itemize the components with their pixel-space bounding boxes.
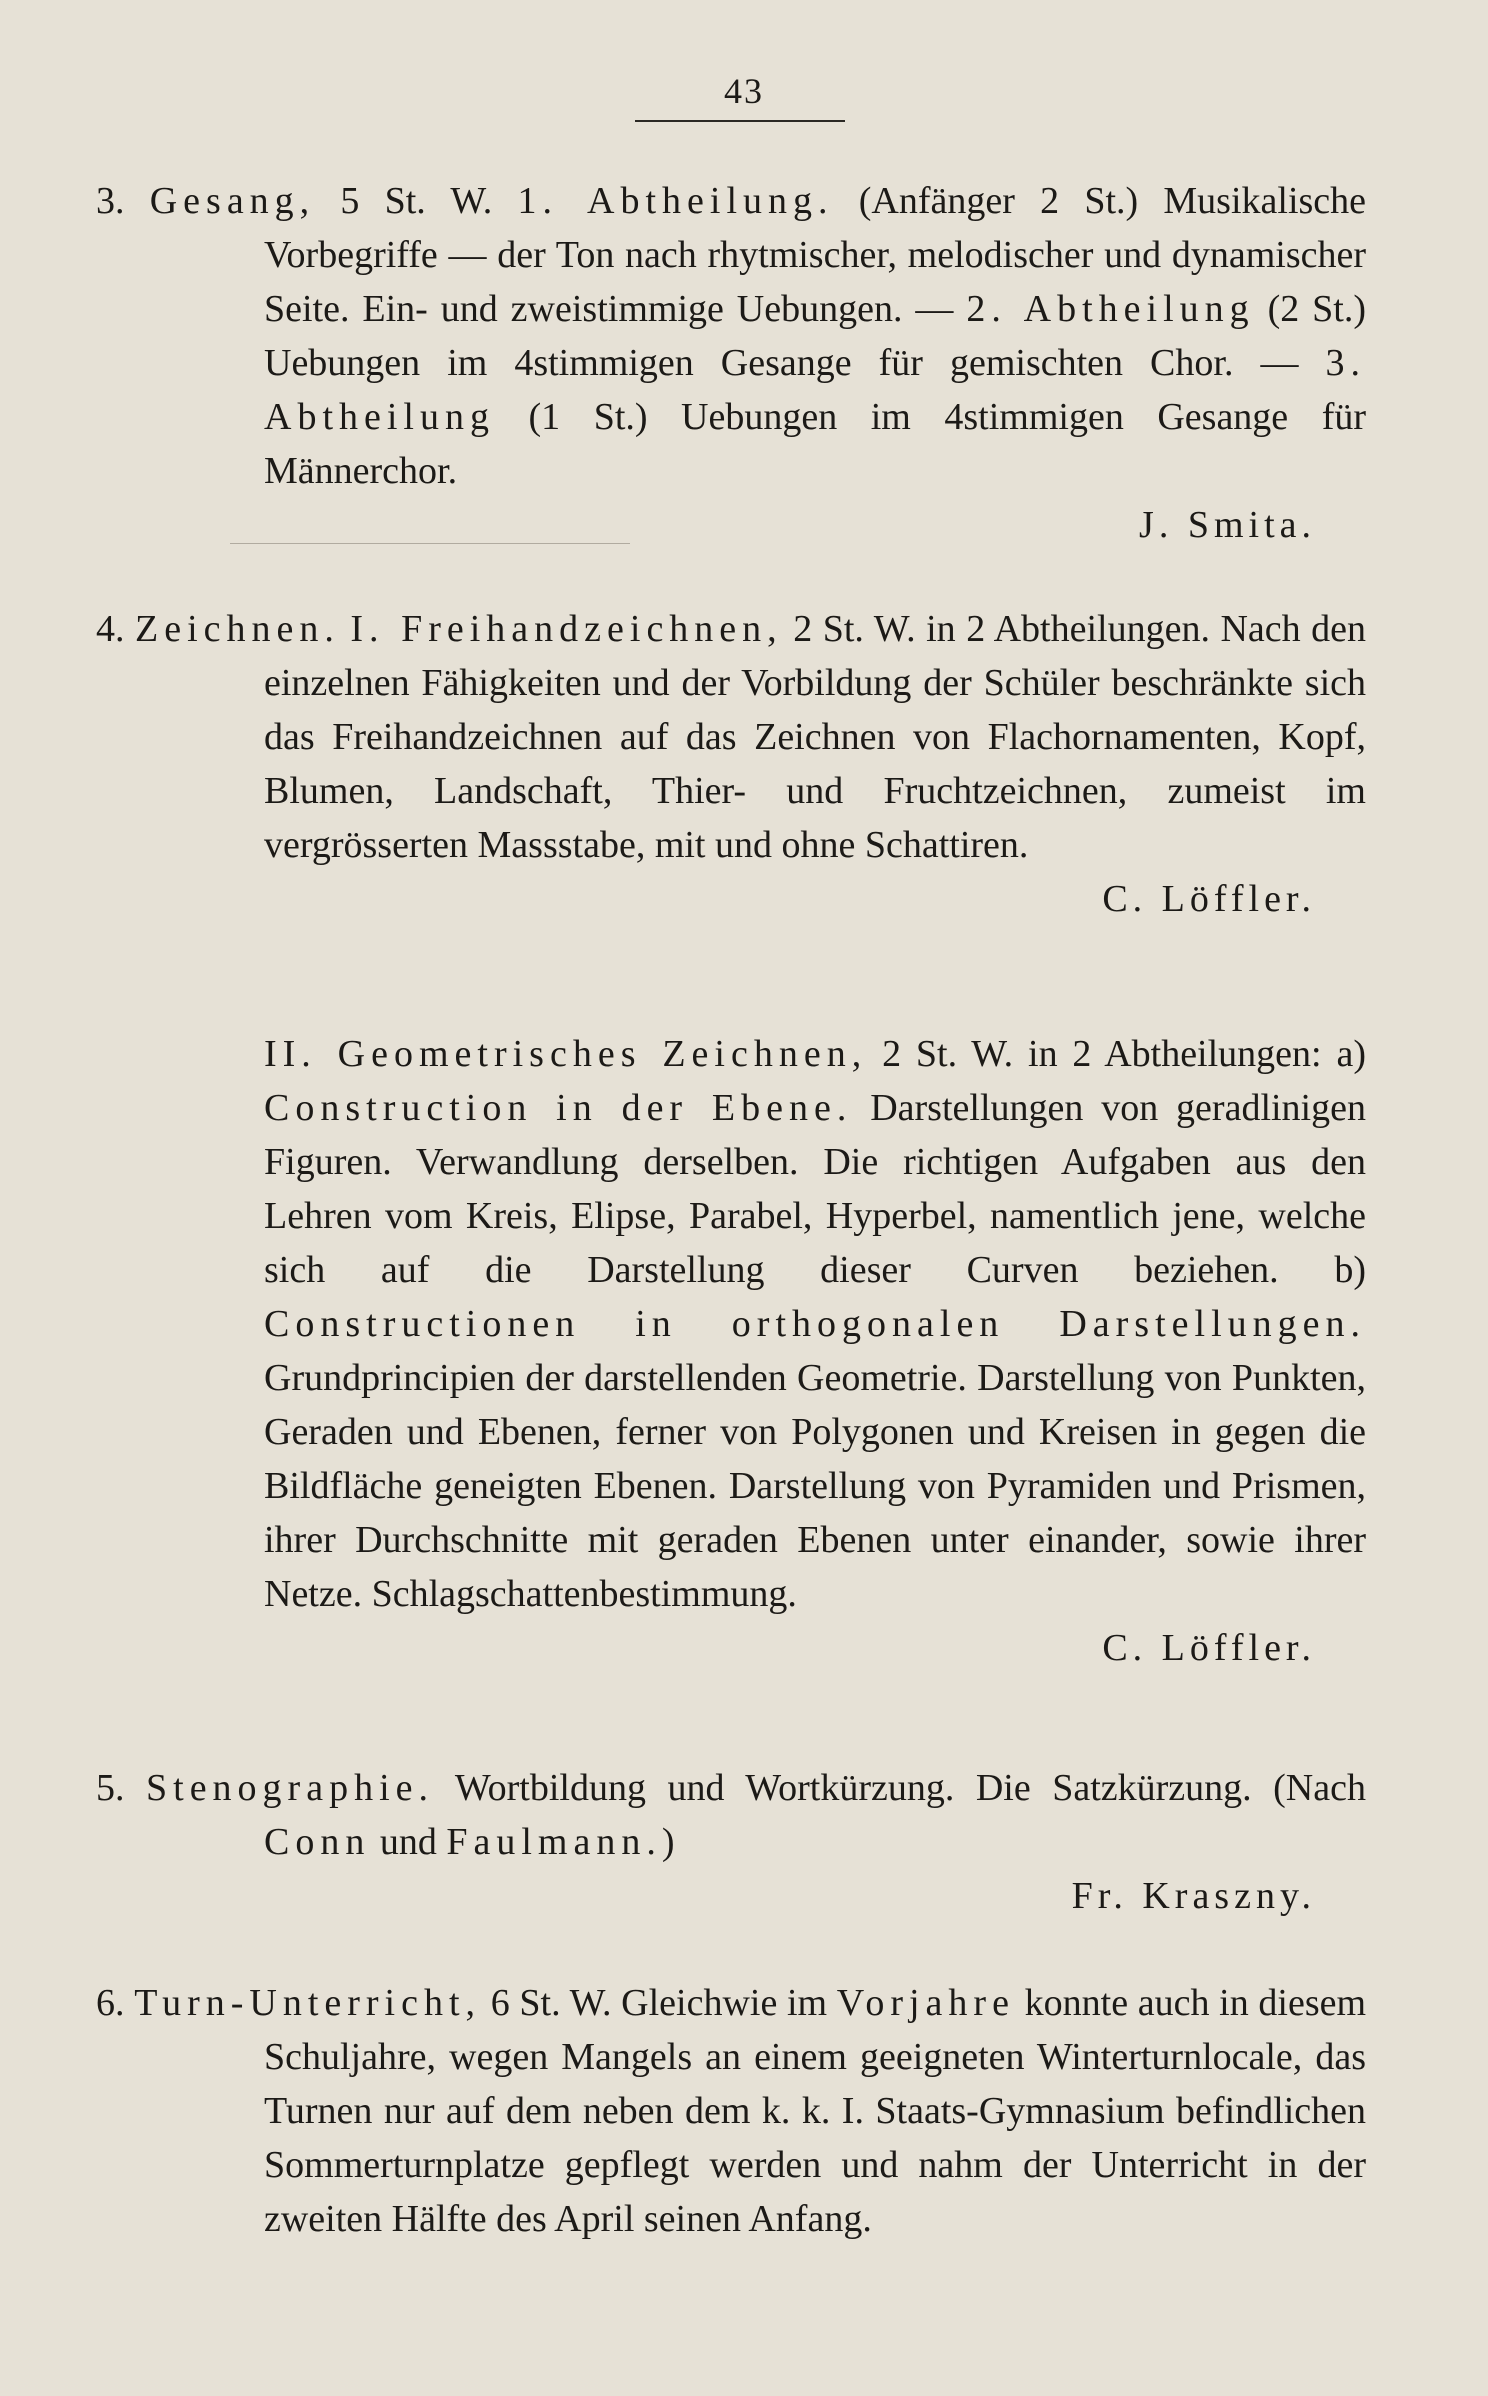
subpart-text: Grundprincipien der darstellenden Geometrie. Darstellung von Punkten, Geraden und Ebenen, ferner von Polygonen und Kreisen in gegen die Bildfläche geneigten Ebenen. Darstellung von Pyramiden und Prismen, ihrer Durchschnitte mit geraden Ebenen unter einander, sowie ihrer Netze. Schlagschattenbestimmung. [264,1357,1366,1615]
part-text: (Anfänger 2 St.) Musikalische Vorbegriffe — der Ton nach rhytmischer, melodischer und dynamischer Seite. Ein- und zweistimmige Uebungen. — [264,180,1367,330]
section-turnunterricht [96,1976,1366,2246]
section-hours: 6 St. W. [490,1982,612,2024]
page-number: 43 [724,71,764,111]
section-title: Zeichnen. [135,608,340,650]
section-title: Turn-Unterricht, [134,1982,482,2024]
part-label: 1. Abtheilung. [517,180,834,222]
part-label: I. Freihandzeichnen, [350,608,783,650]
subpart-label: Construction in der Ebene. [264,1087,853,1129]
section-turnunterricht-text [96,1976,1366,2246]
section-geometrisches-zeichnen [96,1027,1366,1675]
section-zeichnen-text [96,602,1366,872]
section-title: Stenographie. [146,1767,435,1809]
section-number: 6. [96,1982,125,2024]
teacher-signature: J. Smita. [1139,504,1316,546]
section-zeichnen [96,602,1366,926]
teacher-signature: C. Löffler. [1102,1627,1316,1669]
conjunction: und [379,1821,437,1863]
teacher-signature: Fr. Kraszny. [1071,1875,1316,1917]
subpart-label: Constructionen in orthogonalen Darstellungen. [264,1303,1366,1345]
section-title: Gesang, [149,180,316,222]
section-number: 3. [96,180,125,222]
section-divider [230,543,630,544]
part-label: 2. Abtheilung [966,288,1255,330]
subpart-text: Darstellungen von geradlinigen Figuren. Verwandlung derselben. Die richtigen Aufgaben aus den Lehren vom Kreis, Elipse, Parabel, Hyperbel, namentlich jene, welche sich auf die Darstellung dieser Curven beziehen. b) [264,1087,1366,1291]
author-name: Faulmann.) [446,1821,681,1863]
author-name: Conn [264,1821,371,1863]
part-text: (2 St.) Uebungen im 4stimmigen Gesange für gemischten Chor. — [264,288,1367,384]
section-text: konnte auch in diesem Schuljahre, wegen Mangels an einem geeigneten Winterturnlocale, das Turnen nur auf dem neben dem k. k. I. Staats-Gymnasium befindlichen Sommerturnplatze gepflegt werden und nahm der Unterricht in der zweiten Hälfte des April seinen Anfang. [264,1982,1367,2240]
section-stenographie [96,1761,1366,1923]
section-geometrisches-text [264,1027,1366,1621]
section-stenographie-text [96,1761,1366,1869]
teacher-signature: C. Löffler. [1102,878,1316,920]
section-number: 4. [96,608,125,650]
part-hours: 2 St. W. in 2 Abtheilungen: a) [882,1033,1366,1075]
section-gesang-text [96,174,1366,498]
section-number: 5. [96,1767,125,1809]
part-text: (1 St.) Uebungen im 4stimmigen Gesange für Männerchor. [264,396,1367,492]
part-label: II. Geometrisches Zeichnen, [264,1033,868,1075]
section-text: Gleichwie im [621,1982,828,2024]
header-rule [635,120,845,122]
spaced-word: Vorjahre [836,1982,1015,2024]
section-hours: 5 St. W. [340,180,493,222]
section-gesang [96,174,1366,552]
part-text: 2 St. W. in 2 Abtheilungen. Nach den einzelnen Fähigkeiten und der Vorbildung der Schüler beschränkte sich das Freihandzeichnen auf das Zeichnen von Flachornamenten, Kopf, Blumen, Landschaft, Thier- und Fruchtzeichnen, zumeist im vergrösserten Massstabe, mit und ohne Schattiren. [264,608,1367,866]
part-label: 3. Abtheilung [264,342,1367,438]
section-text: Wortbildung und Wortkürzung. Die Satzkürzung. (Nach [454,1767,1366,1809]
